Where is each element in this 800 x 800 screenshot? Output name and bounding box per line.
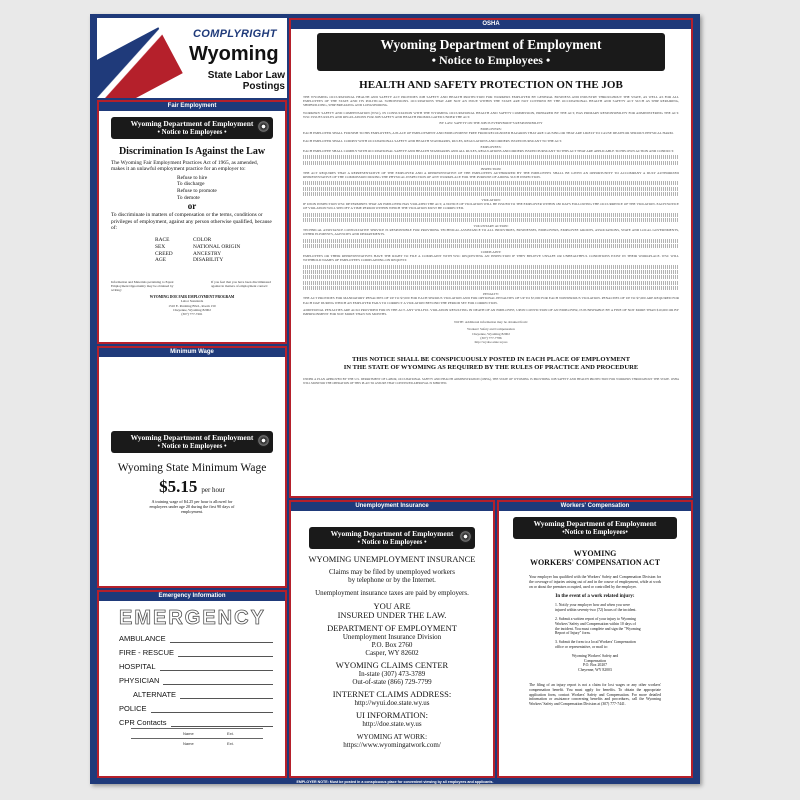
header-title: Wyoming (189, 43, 279, 65)
fair-list (177, 175, 285, 201)
minimum-wage-strip: Minimum Wage (99, 348, 285, 357)
field-label: PHYSICIAN (119, 676, 160, 685)
address-line: 1510 E. Pershing Blvd., Room 150 (168, 303, 216, 308)
ui-phone: Out-of-state (866) 729-7799 (352, 678, 432, 686)
osha-paragraph: IF UPON INSPECTION WSC DETERMINES THAT AN EMPLOYER HAS VIOLATED THE ACT, A NOTICE OF VIOLATION WILL BE ISSUED TO THE EMPLOYER WITHIN 180 DAYS FOLLOWING THE OCCURRENCE OF THE VIOLATION. EACH NOTICE OF VIOLATION WILL SPECIFY A TIME PERIOD WITHIN WHICH THE VIOLATION MUST BE CORRECTED. (303, 202, 679, 211)
bar-title: Wyoming Department of Employment (533, 519, 657, 528)
bar-subtitle: • Notice to Employees • (431, 53, 551, 67)
fill-line[interactable] (163, 674, 273, 685)
osha-section-heading: VIOLATION: (481, 198, 501, 203)
contact-line: (307) 777-7786 (480, 335, 502, 340)
wc-step: 1. Notify your employer how and when you were injured within seventy-two (72) hours of the incident. (555, 603, 637, 613)
employer-note-bar: EMPLOYER NOTE: Must be posted in a conspicuous place for convenient viewing by all employees and applicants. (296, 780, 494, 784)
osha-notice-bar (317, 33, 665, 71)
list-item: To demote (177, 194, 200, 201)
wc-title: WYOMING (573, 549, 617, 558)
osha-section-heading: VOLUNTARY ACTION: (473, 224, 509, 229)
workers-comp-panel (497, 500, 693, 778)
poster-header (97, 18, 287, 98)
contact-line: Cheyenne, Wyoming 82002 (472, 331, 510, 336)
fair-program: WYOMING DOE FAIR EMPLOYMENT PROGRAM (149, 295, 235, 300)
ground-item: AGE (155, 257, 167, 264)
fair-grounds (155, 237, 285, 263)
osha-panel (289, 18, 693, 498)
emergency-field-row (119, 660, 285, 674)
bar-title: Wyoming Department of Employment (130, 119, 254, 128)
osha-paragraph: THE WYOMING OCCUPATIONAL HEALTH AND SAFETY ACT PROVIDES JOB SAFETY AND HEALTH PROTECTION FOR WORKERS EMPLOYED BY GENERAL BUSINESS AND INDUSTRY THROUGHOUT THE STATE, AS WELL AS FOR ALL EMPLOYEES OF THE STATE AND ITS POLITICAL SUBDIVISIONS. OCCUPATIONS THAT ARE NOT AN ISSUE WITHIN THE STATE ARE NOT COVERED BY THE OCCUPATIONAL HEALTH AND SAFETY ACT SUCH AS SHIP REPAIRING, SHIPBUILDING, SHIP BREAKING AND LONGSHORING. (303, 95, 679, 108)
bar-subtitle: • Notice to Employees • (157, 128, 227, 136)
address-line: Cheyenne, Wyoming 82002 (173, 307, 211, 312)
contact-line: Workers' Safety and Compensation (467, 327, 515, 332)
osha-note: NOTE: Additional information may be obtained from: (454, 320, 528, 325)
osha-paragraph: EMPLOYEES OR THEIR REPRESENTATIVES HAVE THE RIGHT TO FILE A COMPLAINT WITH WSC REQUESTING AN INSPECTION IF THEY BELIEVE UNSAFE OR UNHEALTHFUL CONDITIONS EXIST IN THEIR WORKPLACE. WSC WILL WITHHOLD NAMES OF EMPLOYEES COMPLAINING ON REQUEST. (303, 254, 679, 263)
ui-claims-center: WYOMING CLAIMS CENTER (335, 660, 449, 670)
emergency-title: EMERGENCY (119, 607, 266, 629)
name-label: Name (183, 741, 194, 746)
osha-fine-print (303, 155, 679, 164)
ui-title: WYOMING UNEMPLOYMENT INSURANCE (308, 554, 476, 564)
workers-comp-strip: Workers' Compensation (499, 502, 691, 511)
fair-employment-panel (97, 100, 287, 344)
osha-contact (303, 327, 679, 344)
emergency-field-row (119, 646, 285, 660)
field-label: CPR Contacts (119, 718, 167, 727)
osha-fine-print (303, 265, 679, 291)
field-label: FIRE - RESCUE (119, 648, 175, 657)
list-item: To discharge (177, 181, 205, 188)
wc-intro: Your employer has qualified with the Workers' Safety and Compensation Division for the coverage of injuries arising out of and in the course of employment, while at work on or about the premises occupied, used or controlled by the employer. (529, 575, 661, 589)
ui-dept-line: Unemployment Insurance Division (342, 633, 442, 641)
minwage-title: Wyoming State Minimum Wage (117, 462, 267, 474)
address-line: Wyoming Workers' Safety and (571, 653, 619, 658)
osha-paragraph: THE ACT REQUIRES THAT A REPRESENTATIVE OF THE EMPLOYER AND A REPRESENTATIVE OF THE EMPLOYEES AUTHORIZED BY THE EMPLOYEES SHALL BE GIVEN AN OPPORTUNITY TO ACCOMPANY A DULY AUTHORIZED REPRESENTATIVE OF THE COMMISSION DURING THE PHYSICAL INSPECTION OF ANY WORKPLACE FOR THE PURPOSE OF AIDING SUCH INSPECTION. (303, 170, 679, 180)
emergency-strip: Emergency Information (99, 592, 285, 601)
osha-section-heading: EMPLOYEES: (480, 144, 502, 149)
address-line: (307) 777-7261 (181, 312, 203, 316)
field-label: AMBULANCE (119, 634, 166, 643)
osha-strip: OSHA (291, 20, 691, 29)
osha-posting-notice (291, 356, 691, 372)
unemployment-insurance-panel (289, 500, 495, 778)
ui-work-label: WYOMING AT WORK: (356, 733, 428, 741)
unemployment-strip: Unemployment Insurance (291, 502, 493, 511)
osha-headline: HEALTH AND SAFETY PROTECTION ON THE JOB (359, 79, 623, 91)
ui-dept: DEPARTMENT OF EMPLOYMENT (327, 623, 457, 633)
fair-footer (111, 280, 273, 293)
ui-notice-bar (309, 527, 475, 549)
osha-footer: UNDER A PLAN APPROVED BY THE U.S. DEPARTMENT OF LABOR, OCCUPATIONAL SAFETY AND HEALTH ADMINISTRATION (OSHA), THE STATE OF WYOMING IS PROVIDING JOB SAFETY AND HEALTH PROTECTION FOR WORKERS THROUGHOUT THE STATE. OSHA WILL MONITOR THE OPERATION OF THIS PLAN TO ASSURE THAT CONTINUED APPROVAL IS MERITED. (303, 377, 679, 386)
ui-info-label: UI INFORMATION: (355, 710, 428, 720)
field-label: HOSPITAL (119, 662, 156, 671)
fair-headline: Discrimination Is Against the Law (118, 146, 266, 157)
contact-line: http://wydoe.state.wy.us (474, 340, 508, 345)
fair-intro: The Wyoming Fair Employment Practices Act of 1965, as amended, makes it an unlawful employment practice for an employer to: (111, 160, 259, 173)
wc-notice-bar (513, 517, 677, 539)
fair-foot-right: If you feel that you have been discriminated against in matters of employment contact: (211, 279, 271, 288)
osha-fine-print (303, 181, 679, 196)
address-line: Cheyenne, WY 82003 (578, 668, 612, 673)
state-seal-icon (459, 530, 472, 543)
fill-line[interactable] (160, 660, 273, 671)
ui-line: Claims may be filed by unemployed workers (329, 568, 455, 576)
field-label: POLICE (119, 704, 147, 713)
emergency-field-row (119, 632, 285, 646)
bar-subtitle: • Notice to Employees • (357, 538, 427, 546)
osha-paragraph: ADDITIONAL PENALTIES ARE ALSO PROVIDED FOR IN THE ACT. ANY WILLFUL VIOLATION RESULTING IN DEATH OF AN EMPLOYEE, UPON CONVICTION OF AN EMPLOYER, IS PUNISHABLE BY A FINE OF NOT MORE THAN $10,000 OR BY IMPRISONMENT FOR NOT MORE THAN SIX MONTHS. (303, 307, 679, 316)
cpr-label-row (131, 739, 285, 748)
wc-event-heading: In the event of a work related injury: (555, 594, 635, 600)
osha-paragraph: EACH EMPLOYEE SHALL COMPLY WITH OCCUPATIONAL SAFETY AND HEALTH STANDARDS AND ALL RULES, REGULATIONS AND ORDERS ISSUED PURSUANT TO THIS ACT THAT ARE APPLICABLE TO HIS OWN ACTION AND CONDUCT. (303, 149, 675, 154)
wc-step: 3. Submit the form to a local Workers' Compensation office or representative, or mail to: (555, 640, 636, 649)
wc-steps (555, 603, 641, 649)
ext-label: Ext. (227, 741, 234, 746)
ui-line: by telephone or by the Internet. (348, 576, 436, 584)
complyright-logo: COMPLYRIGHT (193, 28, 277, 40)
osha-paragraph: EACH EMPLOYER SHALL COMPLY WITH OCCUPATIONAL SAFETY AND HEALTH STANDARDS, RULES, REGULATIONS AND ORDERS ISSUED PURSUANT TO THE ACT. (303, 138, 562, 143)
fill-line[interactable] (151, 702, 273, 713)
minimum-wage-panel (97, 346, 287, 588)
minwage-amount: $5.15 (159, 477, 198, 496)
ui-dept-line: P.O. Box 2760 (371, 641, 413, 649)
ground-item: DISABILITY (193, 257, 224, 264)
fair-foot-left: Information and Materials pertaining to Equal Employment Opportunity may be obtained by writing: (111, 279, 174, 293)
bar-title: Wyoming Department of Employment (380, 37, 602, 52)
fair-address (99, 299, 285, 316)
fair-body: To discriminate in matters of compensation or the terms, conditions or privileges of employment, against any person otherwise qualified, because of: (111, 212, 272, 231)
bar-title: Wyoming Department of Employment (330, 529, 454, 538)
field-label: ALTERNATE (133, 690, 177, 699)
ui-link[interactable]: https://www.wyomingatwork.com/ (343, 741, 441, 749)
osha-paragraph: BY LAW: SAFETY ON THE JOB IS EVERYBODY'S RESPONSIBILITY (439, 121, 543, 126)
ui-link[interactable]: http://doe.state.wy.us (362, 720, 422, 728)
wc-address (499, 654, 691, 673)
osha-section-heading: INSPECTION: (480, 166, 502, 171)
emergency-fields (119, 632, 285, 730)
labor-law-poster (90, 14, 700, 784)
fill-line[interactable] (171, 716, 273, 727)
name-label: Name (183, 731, 194, 736)
fair-or: or (187, 201, 197, 212)
wc-step: 2. Submit a written report of your injury to Wyoming Workers' Safety and Compensation within 10 days of the incident. You must complete and sign the "Wyoming Report of Injury" form. (555, 616, 641, 636)
ground-item: RACE (155, 237, 170, 244)
ground-item: SEX (155, 244, 166, 250)
minwage-rate (99, 477, 285, 497)
fill-line[interactable] (178, 646, 273, 657)
emergency-field-row (119, 688, 285, 702)
fair-employment-strip: Fair Employment (99, 102, 285, 111)
state-seal-icon (257, 434, 270, 447)
emergency-field-row (119, 674, 285, 688)
bar-subtitle: • Notice to Employees • (157, 442, 227, 450)
ui-dept-line: Casper, WY 82602 (365, 649, 419, 657)
osha-paragraph: EACH EMPLOYER SHALL FURNISH TO HIS EMPLOYEES, A PLACE OF EMPLOYMENT AND EMPLOYMENT FREE FROM RECOGNIZED HAZARDS THAT ARE CAUSING OR THAT ARE LIKELY TO CAUSE DEATH OR SERIOUS PHYSICAL HARM. (303, 131, 674, 136)
minwage-notice-bar (111, 431, 273, 453)
osha-fine-print (303, 239, 679, 248)
osha-body (303, 95, 679, 344)
cpr-label-row (131, 729, 285, 738)
ground-item: CREED (155, 250, 173, 257)
ui-phone: In-state (307) 473-3789 (358, 670, 426, 678)
header-subtitle: State Labor Law Postings (207, 70, 285, 92)
ground-item: COLOR (193, 237, 212, 244)
list-item: Refuse to hire (177, 174, 208, 181)
osha-paragraph: WORKERS' SAFETY AND COMPENSATION (WSC), IN CONSULTATION WITH THE WYOMING OCCUPATIONAL HEALTH AND SAFETY COMMISSION, PREPARED BY THE ACT, HAS PRIMARY RESPONSIBILITY FOR ADMINISTERING THE ACT. WSC ISSUES RULES AND REGULATIONS FOR JOB SAFETY AND HEALTH PROMULGATED UNDER THE ACT. (303, 110, 679, 119)
ext-label: Ext. (227, 731, 234, 736)
ground-item: ANCESTRY (193, 250, 222, 257)
osha-section-heading: PENALTY: (483, 292, 499, 297)
cpr-contact-rows (131, 728, 285, 748)
wc-subtitle: WORKERS' COMPENSATION ACT (529, 558, 661, 567)
address-line: P.O. Box 20207 (582, 663, 608, 668)
posting-line: IN THE STATE OF WYOMING AS REQUIRED BY THE RULES OF PRACTICE AND PROCEDURE (343, 364, 639, 372)
ui-insured: INSURED UNDER THE LAW. (337, 610, 447, 620)
fair-notice-bar (111, 117, 273, 139)
bar-subtitle: •Notice to Employees• (562, 528, 628, 536)
osha-fine-print (303, 213, 679, 222)
minwage-note: A training wage of $4.25 per hour is allowed for employees under age 20 during the first 90 days of employment. (149, 499, 235, 514)
wc-footer: The filing of an injury report is not a claim for lost wages or any other workers' compensation benefit. You must apply for benefits. To obtain the appropriate application form, contact Workers' Safety and Compensation. For more detailed information or assistance concerning benefits and procedures, call the Wyoming Workers' Safety and Compensation Division at (307) 777-7441. (529, 682, 661, 707)
emergency-panel (97, 590, 287, 778)
osha-section-heading: COMPLAINT: (480, 250, 502, 255)
posting-line: THIS NOTICE SHALL BE CONSPICUOUSLY POSTED IN EACH PLACE OF EMPLOYMENT (351, 356, 631, 364)
ui-insured: YOU ARE (373, 601, 411, 611)
ground-item: NATIONAL ORIGIN (193, 244, 241, 250)
fill-line[interactable] (180, 688, 273, 699)
state-seal-icon (257, 120, 270, 133)
address-line: Compensation (584, 658, 606, 663)
ui-internet-label: INTERNET CLAIMS ADDRESS: (332, 689, 452, 699)
minwage-unit: per hour (201, 486, 225, 494)
osha-section-heading: EMPLOYERS: (480, 127, 502, 132)
address-line: Labor Standards (180, 299, 204, 304)
ui-link[interactable]: http://wyui.doe.state.wy.us (354, 699, 430, 707)
osha-paragraph: TECHNICAL ASSISTANCE CONSULTATIVE SERVICE IS RESPONSIBLE FOR PROVIDING TECHNICAL ASSISTANCE TO ALL INDUSTRIES, BUSINESSES, EMPLOYERS, EMPLOYEE GROUPS, ASSOCIATIONS, STATE AND LOCAL GOVERNMENTS, OTHER ELEMENTS, AGENCIES AND DEPARTMENTS. (303, 228, 679, 237)
fill-line[interactable] (170, 632, 273, 643)
emergency-field-row (119, 702, 285, 716)
bar-title: Wyoming Department of Employment (130, 433, 254, 442)
ui-line: Unemployment insurance taxes are paid by employers. (315, 589, 469, 597)
list-item: Refuse to promote (177, 188, 217, 194)
ui-content (291, 555, 493, 749)
osha-paragraph: THE ACT PROVIDES FOR MANDATORY PENALTIES OF UP TO $7,000 FOR EACH SERIOUS VIOLATION AND FOR OPTIONAL PENALTIES OF UP TO $7,000 FOR EACH NONSERIOUS VIOLATION. PENALTIES OF UP TO $7,000 ARE REQUIRED FOR EACH DAY DURING WHICH AN EMPLOYER FAILS TO CORRECT A VIOLATION BEYOND THE PERIOD SET FOR CORRECTION. (303, 296, 679, 305)
